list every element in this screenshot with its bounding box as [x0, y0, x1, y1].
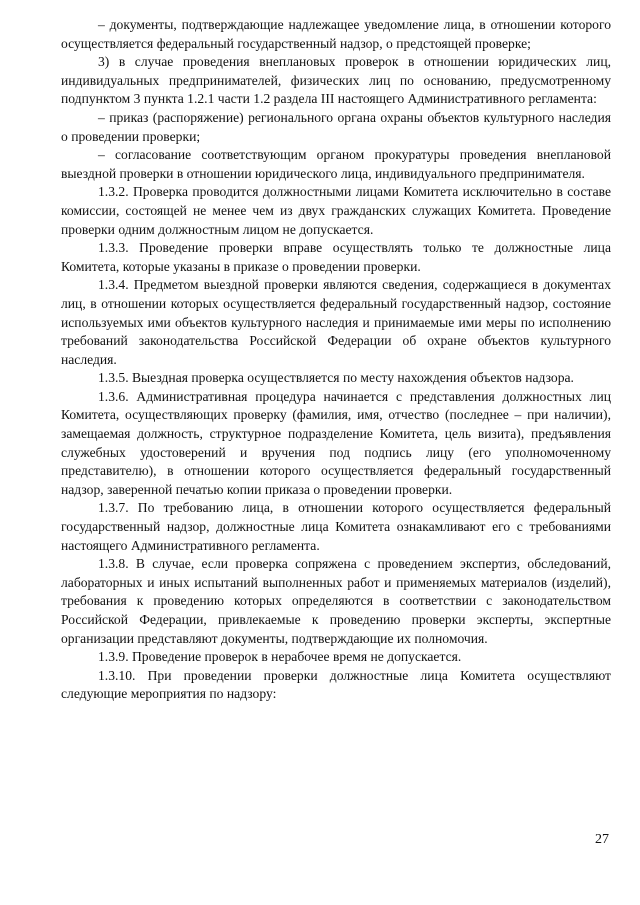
paragraph: 1.3.4. Предметом выездной проверки являются сведения, содержащиеся в документах лиц, в отношении которых осуществляется федеральный государственный надзор, состояние используемых ими объектов культурного наследия и принимаемые ими меры по исполнению требований законодательства Российской Федерации об охране объектов культурного наследия.	[61, 277, 611, 367]
paragraph: 1.3.10. При проведении проверки должностные лица Комитета осуществляют следующие мероприятия по надзору:	[61, 667, 611, 702]
paragraph: 1.3.2. Проверка проводится должностными лицами Комитета исключительно в составе комиссии, состоящей не менее чем из двух гражданских служащих Комитета. Проведение проверки одним должностным лицом не допускается.	[61, 184, 611, 237]
paragraph: – согласование соответствующим органом прокуратуры проведения внеплановой выездной проверки в отношении юридического лица, индивидуального предпринимателя.	[61, 147, 611, 181]
paragraph: 3) в случае проведения внеплановых проверок в отношении юридических лиц, индивидуальных предпринимателей, физических лиц по основанию, предусмотренному подпунктом 3 пункта 1.2.1 части 1.2 раздела III настоящего Административного регламента:	[61, 54, 611, 107]
paragraph: 1.3.8. В случае, если проверка сопряжена с проведением экспертиз, обследований, лабораторных и иных испытаний выполненных работ и применяемых материалов (изделий), требования к проведению которых определяются в соответствии с законодательством Российской Федерации, привлекаемые к проведению проверки эксперты, экспертные организации представляют документы, подтверждающие их полномочия.	[61, 556, 611, 646]
document-body	[61, 16, 611, 704]
paragraph: 1.3.9. Проведение проверок в нерабочее время не допускается.	[98, 649, 462, 665]
paragraph: 1.3.3. Проведение проверки вправе осуществлять только те должностные лица Комитета, которые указаны в приказе о проведении проверки.	[61, 240, 611, 274]
page-number: 27	[595, 832, 609, 847]
paragraph: – приказ (распоряжение) регионального органа охраны объектов культурного наследия о проведении проверки;	[61, 109, 611, 144]
paragraph: 1.3.5. Выездная проверка осуществляется по месту нахождения объектов надзора.	[98, 370, 574, 386]
paragraph: 1.3.6. Административная процедура начинается с представления должностных лиц Комитета, осуществляющих проверку (фамилия, имя, отчество (последнее – при наличии), замещаемая должность, структурное подразделение Комитета, цель визита), предъявления служебных удостоверений и вручения под подпись лицу (его уполномоченному представителю), в отношении которого осуществляется федеральный государственный надзор, заверенной печатью копии приказа о проведении проверки.	[61, 388, 611, 497]
paragraph: – документы, подтверждающие надлежащее уведомление лица, в отношении которого осуществляется федеральный государственный надзор, о предстоящей проверке;	[61, 17, 611, 51]
paragraph: 1.3.7. По требованию лица, в отношении которого осуществляется федеральный государственный надзор, должностные лица Комитета ознакамливают его с требованиями настоящего Административного регламента.	[61, 500, 611, 553]
